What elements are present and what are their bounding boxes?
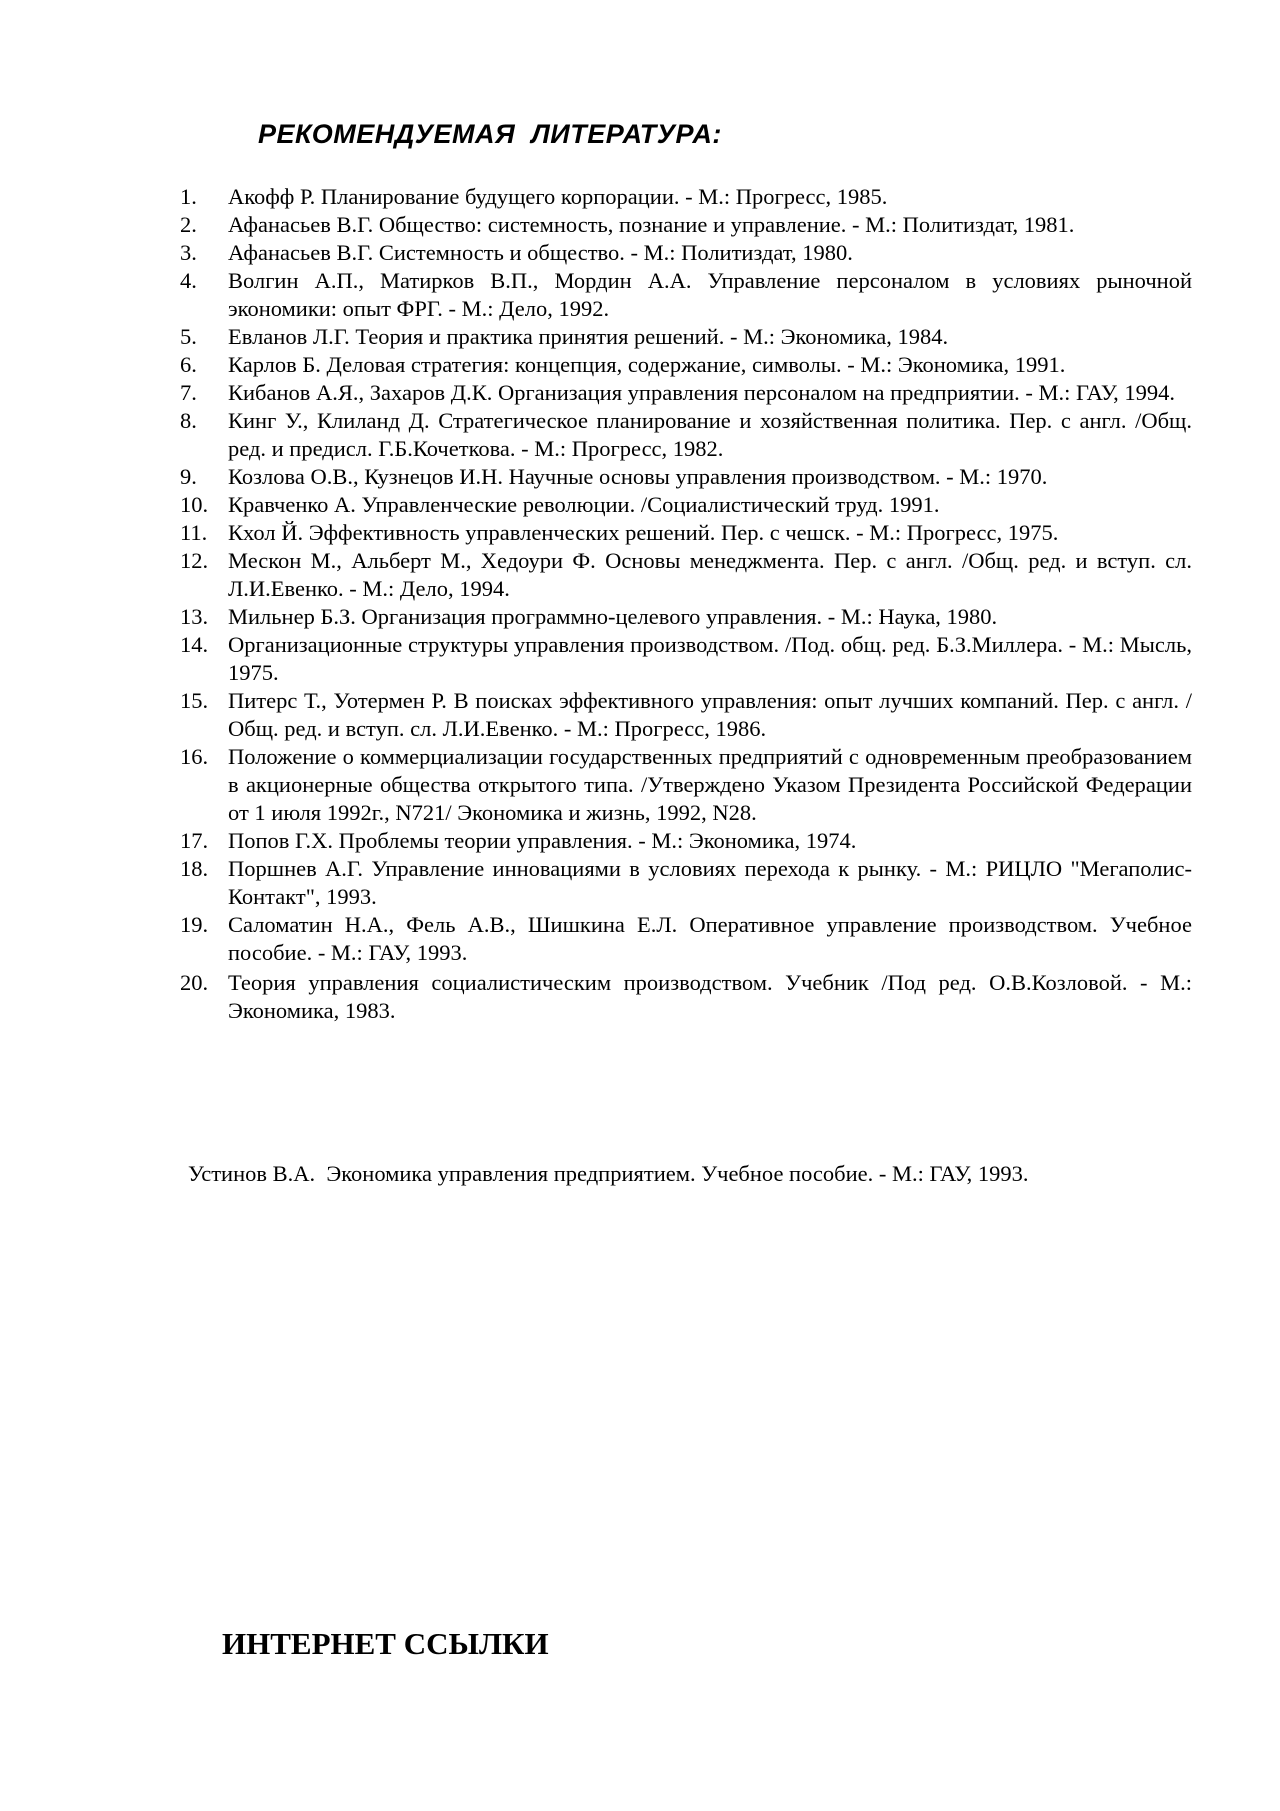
- reference-item: [180, 911, 1192, 967]
- reference-item: [180, 183, 1192, 211]
- reference-text: Организационные структуры управления производством. /Под. общ. ред. Б.З.Миллера. - М.: Мысль, 1975.: [228, 632, 1192, 685]
- reference-item: [180, 547, 1192, 603]
- reference-text: Мильнер Б.З. Организация программно-целевого управления. - М.: Наука, 1980.: [228, 604, 998, 629]
- reference-number: 20.: [180, 970, 209, 995]
- reference-text: Евланов Л.Г. Теория и практика принятия решений. - М.: Экономика, 1984.: [228, 324, 949, 349]
- reference-item: [180, 743, 1192, 827]
- reference-text: Козлова О.В., Кузнецов И.Н. Научные основы управления производством. - М.: 1970.: [228, 464, 1048, 489]
- reference-item: [180, 827, 1192, 855]
- reference-number: 19.: [180, 912, 209, 937]
- reference-item: [180, 267, 1192, 323]
- reference-number: 4.: [180, 268, 197, 293]
- reference-text: Акофф Р. Планирование будущего корпорации. - М.: Прогресс, 1985.: [228, 184, 888, 209]
- reference-item: [180, 603, 1192, 631]
- reference-item: [180, 351, 1192, 379]
- reference-number: 11.: [180, 520, 208, 545]
- reference-text: Афанасьев В.Г. Системность и общество. - М.: Политиздат, 1980.: [228, 240, 853, 265]
- reference-text: Кхол Й. Эффективность управленческих решений. Пер. с чешск. - М.: Прогресс, 1975.: [228, 520, 1059, 545]
- reference-number: 13.: [180, 604, 209, 629]
- reference-text: Положение о коммерциализации государственных предприятий с одновременным преобразованием в акционерные общества открытого типа. /Утверждено Указом Президента Российской Федерации от 1 июля 1992г., N721/ Экономика и жизнь, 1992, N28.: [228, 744, 1192, 825]
- reference-number: 14.: [180, 632, 209, 657]
- reference-number: 18.: [180, 856, 209, 881]
- reference-text: Кинг У., Клиланд Д. Стратегическое планирование и хозяйственная политика. Пер. с англ. /Общ. ред. и предисл. Г.Б.Кочеткова. - М.: Прогресс, 1982.: [228, 408, 1192, 461]
- reference-number: 5.: [180, 324, 197, 349]
- reference-text: Поршнев А.Г. Управление инновациями в условиях перехода к рынку. - М.: РИЦЛО "Мегаполис-Контакт", 1993.: [228, 856, 1192, 909]
- reference-item: [180, 855, 1192, 911]
- reference-number: 16.: [180, 744, 209, 769]
- reference-item: [180, 631, 1192, 687]
- reference-item: [180, 491, 1192, 519]
- reference-number: 9.: [180, 464, 197, 489]
- reference-number: 17.: [180, 828, 209, 853]
- reference-text: Мескон М., Альберт М., Хедоури Ф. Основы менеджмента. Пер. с англ. /Общ. ред. и вступ. сл. Л.И.Евенко. - М.: Дело, 1994.: [228, 548, 1192, 601]
- reference-text: Кравченко А. Управленческие революции. /Социалистический труд. 1991.: [228, 492, 940, 517]
- reference-number: 12.: [180, 548, 209, 573]
- reference-item: [180, 407, 1192, 463]
- literature-heading: РЕКОМЕНДУЕМАЯ ЛИТЕРАТУРА:: [258, 119, 722, 149]
- reference-text: Попов Г.Х. Проблемы теории управления. - М.: Экономика, 1974.: [228, 828, 857, 853]
- reference-item: [180, 687, 1192, 743]
- reference-item: [180, 519, 1192, 547]
- reference-number: 1.: [180, 184, 197, 209]
- reference-item: [180, 463, 1192, 491]
- internet-links-heading: ИНТЕРНЕТ ССЫЛКИ: [222, 1626, 549, 1661]
- reference-text: Карлов Б. Деловая стратегия: концепция, содержание, символы. - М.: Экономика, 1991.: [228, 352, 1066, 377]
- reference-text: Кибанов А.Я., Захаров Д.К. Организация управления персоналом на предприятии. - М.: ГАУ, 1994.: [228, 380, 1175, 405]
- reference-list: [180, 183, 1192, 1025]
- reference-item: [180, 211, 1192, 239]
- reference-item: [180, 323, 1192, 351]
- reference-text: Питерс Т., Уотермен Р. В поисках эффективного управления: опыт лучших компаний. Пер. с англ. /Общ. ред. и вступ. сл. Л.И.Евенко. - М.: Прогресс, 1986.: [228, 688, 1192, 741]
- extra-reference: Устинов В.А. Экономика управления предприятием. Учебное пособие. - М.: ГАУ, 1993.: [188, 1161, 1029, 1186]
- reference-text: Афанасьев В.Г. Общество: системность, познание и управление. - М.: Политиздат, 1981.: [228, 212, 1075, 237]
- reference-number: 6.: [180, 352, 197, 377]
- reference-number: 15.: [180, 688, 209, 713]
- reference-item: [180, 379, 1192, 407]
- reference-text: Волгин А.П., Матирков В.П., Мордин А.А. Управление персоналом в условиях рыночной экономики: опыт ФРГ. - М.: Дело, 1992.: [228, 268, 1192, 321]
- reference-item: [180, 239, 1192, 267]
- reference-item: [180, 969, 1192, 1025]
- reference-number: 7.: [180, 380, 197, 405]
- reference-number: 2.: [180, 212, 197, 237]
- reference-text: Теория управления социалистическим производством. Учебник /Под ред. О.В.Козловой. - М.: Экономика, 1983.: [228, 970, 1192, 1023]
- reference-number: 8.: [180, 408, 197, 433]
- reference-number: 3.: [180, 240, 197, 265]
- reference-number: 10.: [180, 492, 209, 517]
- reference-text: Саломатин Н.А., Фель А.В., Шишкина Е.Л. Оперативное управление производством. Учебное пособие. - М.: ГАУ, 1993.: [228, 912, 1192, 965]
